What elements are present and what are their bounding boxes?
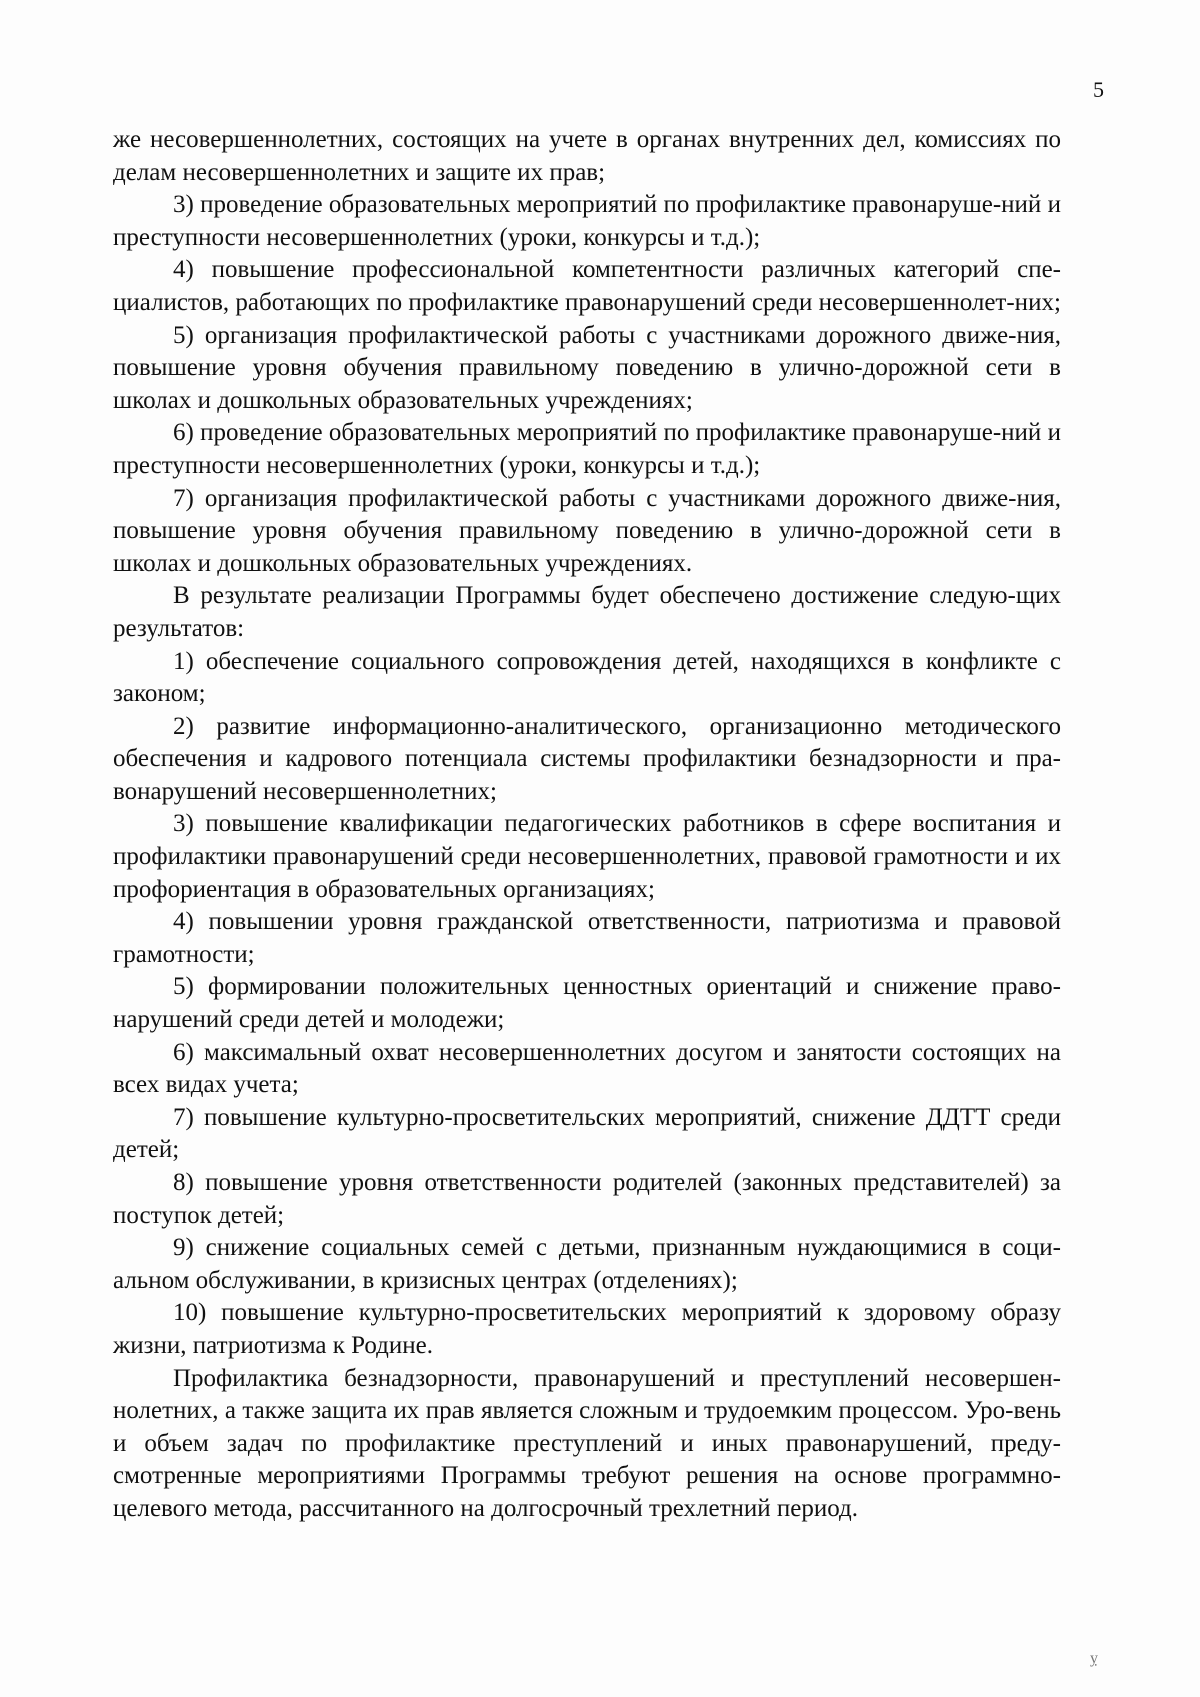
corner-mark: ỵ <box>1090 1650 1098 1667</box>
paragraph: 4) повышении уровня гражданской ответственности, патриотизма и правовой грамотности; <box>113 908 1061 968</box>
paragraph: 5) организация профилактической работы с участниками дорожного движе-ния, повышение уровня обучения правильному поведению в улично-дорожной сети в школах и дошкольных образовательных учреждениях; <box>113 321 1061 414</box>
paragraph: 6) максимальный охват несовершеннолетних досугом и занятости состоящих на всех видах учета; <box>113 1038 1061 1099</box>
paragraph: 9) снижение социальных семей с детьми, признанным нуждающимися в соци-альном обслуживании, в кризисных центрах (отделениях); <box>113 1234 1061 1294</box>
page-number: 5 <box>1093 77 1104 102</box>
document-body <box>113 124 1061 1526</box>
paragraph: 1) обеспечение социального сопровождения детей, находящихся в конфликте с законом; <box>113 647 1061 708</box>
paragraph: же несовершеннолетних, состоящих на учете в органах внутренних дел, комиссиях по делам несовершеннолетних и защите их прав; <box>113 126 1061 186</box>
paragraph: 3) проведение образовательных мероприятий по профилактике правонаруше-ний и преступности несовершеннолетних (уроки, конкурсы и т.д.); <box>113 191 1061 251</box>
paragraph: 7) организация профилактической работы с участниками дорожного движе-ния, повышение уровня обучения правильному поведению в улично-дорожной сети в школах и дошкольных образовательных учреждениях. <box>113 484 1061 577</box>
paragraph: 8) повышение уровня ответственности родителей (законных представителей) за поступок детей; <box>113 1169 1061 1229</box>
paragraph: 5) формировании положительных ценностных ориентаций и снижение право-нарушений среди детей и молодежи; <box>113 973 1061 1034</box>
paragraph: 7) повышение культурно-просветительских мероприятий, снижение ДДТТ среди детей; <box>113 1103 1061 1164</box>
paragraph: 6) проведение образовательных мероприятий по профилактике правонаруше-ний и преступности несовершеннолетних (уроки, конкурсы и т.д.); <box>113 419 1061 479</box>
paragraph: 2) развитие информационно-аналитического, организационно методического обеспечения и кадрового потенциала системы профилактики безнадзорности и пра-вонарушений несовершеннолетних; <box>113 712 1061 805</box>
paragraph: В результате реализации Программы будет обеспечено достижение следую-щих результатов: <box>113 582 1061 642</box>
paragraph: 10) повышение культурно-просветительских мероприятий к здоровому образу жизни, патриотизма к Родине. <box>113 1299 1061 1359</box>
paragraph: 3) повышение квалификации педагогических работников в сфере воспитания и профилактики правонарушений среди несовершеннолетних, правовой грамотности и их профориентация в образовательных организациях; <box>113 810 1061 903</box>
paragraph: 4) повышение профессиональной компетентности различных категорий спе-циалистов, работающих по профилактике правонарушений среди несовершеннолет-них; <box>113 256 1061 316</box>
paragraph: Профилактика безнадзорности, правонарушений и преступлений несовершен-нолетних, а также защита их прав является сложным и трудоемким процессом. Уро-вень и объем задач по профилактике преступлений и иных правонарушений, преду-смотренные мероприятиями Программы требуют решения на основе программно-целевого метода, рассчитанного на долгосрочный трехлетний период. <box>113 1364 1061 1522</box>
